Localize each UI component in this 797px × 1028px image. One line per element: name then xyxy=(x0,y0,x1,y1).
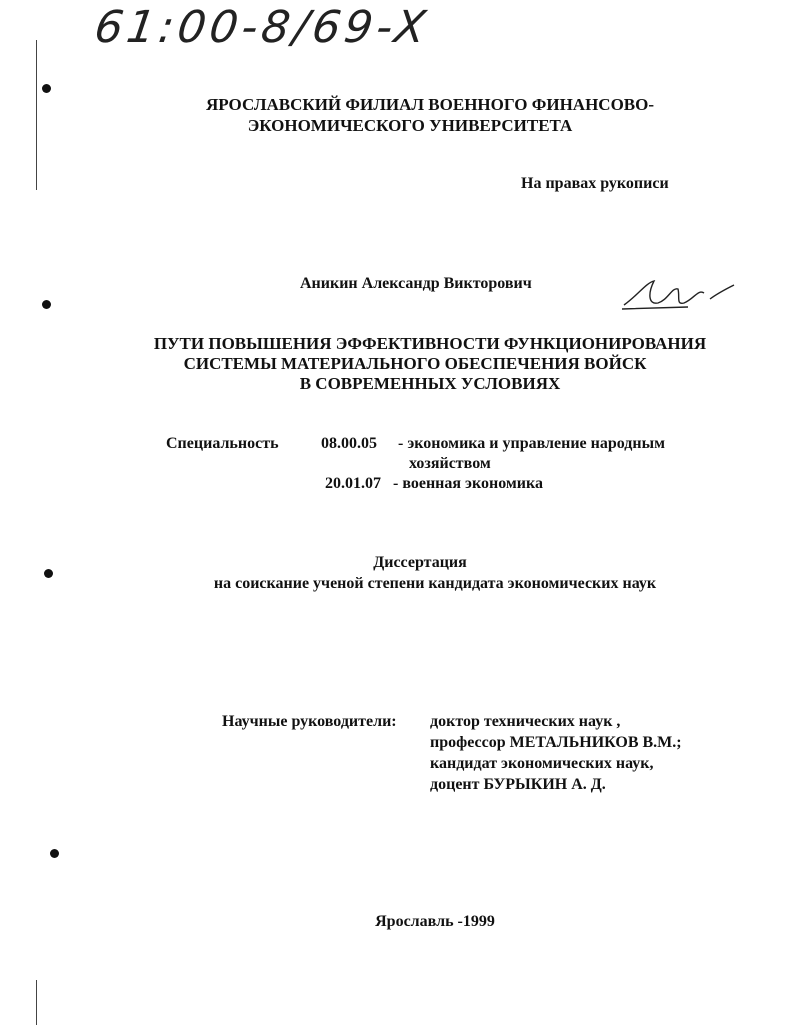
specialty-desc-1-continued: хозяйством xyxy=(409,455,491,472)
author-signature xyxy=(618,275,736,317)
punch-hole-mark xyxy=(42,84,51,93)
supervisor-line: доктор технических наук , xyxy=(430,713,621,730)
city-year-footer: Ярославль -1999 xyxy=(375,913,495,930)
title-line-2: СИСТЕМЫ МАТЕРИАЛЬНОГО ОБЕСПЕЧЕНИЯ ВОЙСК xyxy=(183,354,647,373)
title-line-1: ПУТИ ПОВЫШЕНИЯ ЭФФЕКТИВНОСТИ ФУНКЦИОНИРОВАНИЯ xyxy=(153,334,707,353)
scan-edge-line xyxy=(36,980,37,1025)
dissertation-heading: Диссертация xyxy=(373,554,467,571)
specialty-desc-2: - военная экономика xyxy=(393,475,543,492)
supervisors-label: Научные руководители: xyxy=(222,713,397,730)
punch-hole-mark xyxy=(44,569,53,578)
institution-line-1: ЯРОСЛАВСКИЙ ФИЛИАЛ ВОЕННОГО ФИНАНСОВО- xyxy=(205,95,655,114)
specialty-code-2: 20.01.07 xyxy=(325,475,381,492)
dissertation-subheading: на соискание ученой степени кандидата экономических наук xyxy=(213,575,657,592)
punch-hole-mark xyxy=(50,849,59,858)
supervisor-line: кандидат экономических наук, xyxy=(430,755,654,772)
handwritten-archive-number: 61:00-8/69-X xyxy=(91,2,433,53)
rights-note: На правах рукописи xyxy=(521,175,669,192)
scan-edge-line xyxy=(36,40,37,190)
punch-hole-mark xyxy=(42,300,51,309)
specialty-code-1: 08.00.05 xyxy=(321,435,377,452)
supervisor-line: доцент БУРЫКИН А. Д. xyxy=(430,776,606,793)
author-name: Аникин Александр Викторович xyxy=(300,275,532,292)
supervisor-line: профессор МЕТАЛЬНИКОВ В.М.; xyxy=(430,734,682,751)
specialty-desc-1: - экономика и управление народным xyxy=(398,435,665,452)
institution-line-2: ЭКОНОМИЧЕСКОГО УНИВЕРСИТЕТА xyxy=(247,116,573,135)
specialty-label: Специальность xyxy=(166,435,279,452)
title-line-3: В СОВРЕМЕННЫХ УСЛОВИЯХ xyxy=(299,374,561,393)
